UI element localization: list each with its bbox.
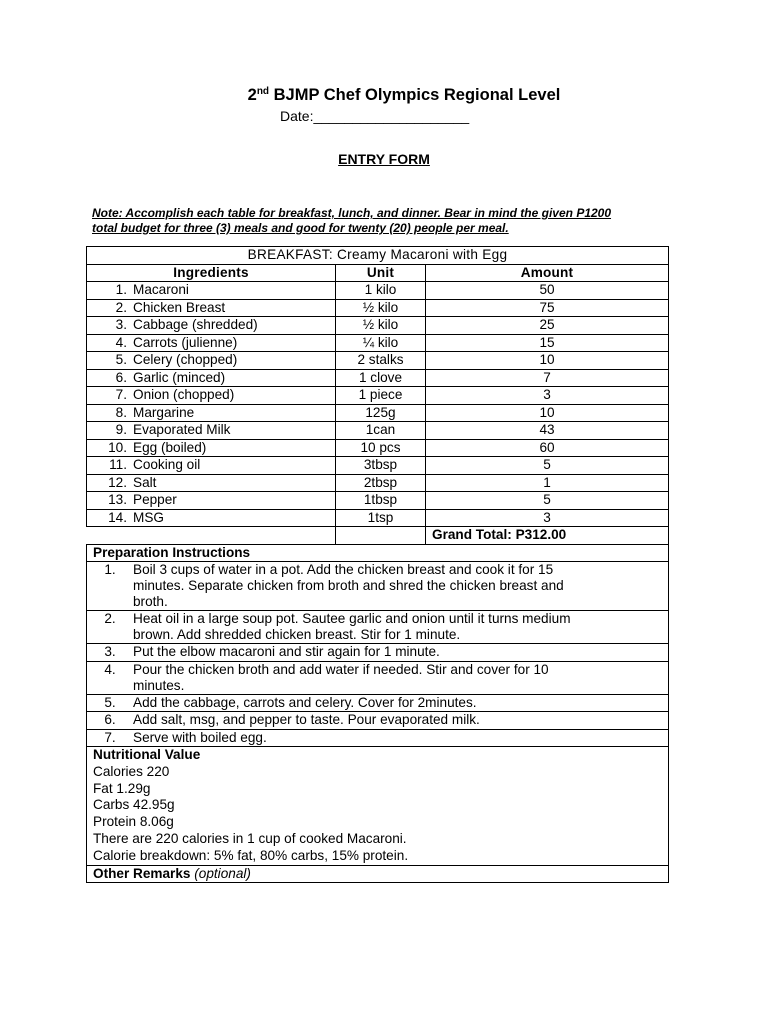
instruction-text [133, 611, 668, 643]
instruction-row [87, 712, 669, 730]
instruction-line: Serve with boiled egg. [133, 729, 267, 745]
instruction-text [133, 662, 668, 694]
nutrition-line: Fat 1.29g [93, 780, 151, 796]
instruction-row [87, 661, 669, 694]
page-title [0, 86, 768, 105]
nutrition-heading: Nutritional Value [93, 747, 201, 762]
ingredient-cell [87, 509, 336, 527]
ingredient-number: 5. [115, 352, 127, 367]
ingredient-cell [87, 369, 336, 387]
instruction-number: 7. [104, 729, 116, 745]
ingredient-name: Evaporated Milk [133, 422, 231, 437]
ingredient-name: Onion (chopped) [133, 387, 235, 402]
instruction-row [87, 562, 669, 611]
ingredient-cell [87, 404, 336, 422]
instruction-line: Add the cabbage, carrots and celery. Cover for 2minutes. [133, 694, 477, 710]
unit-cell: 1can [336, 422, 426, 440]
remarks-label: Other Remarks [93, 865, 191, 881]
amount-cell: 5 [426, 457, 669, 475]
instruction-row [87, 729, 669, 747]
instruction-cell [87, 562, 669, 611]
nutrition-row [87, 747, 669, 866]
table-row [87, 404, 669, 422]
instruction-number: 3. [104, 644, 116, 659]
ingredient-name: Macaroni [133, 282, 189, 297]
ingredient-name: Chicken Breast [133, 299, 226, 315]
grand-total: Grand Total: P312.00 [426, 527, 669, 545]
instruction-cell [87, 712, 669, 730]
prep-heading: Preparation Instructions [87, 544, 669, 562]
instruction [87, 730, 668, 746]
instruction-cell [87, 644, 669, 662]
instruction-line: Pour the chicken broth and add water if needed. Stir and cover for 10 [133, 661, 549, 677]
table-row [87, 439, 669, 457]
instruction-line: minutes. [133, 677, 185, 693]
amount-cell: 7 [426, 369, 669, 387]
ingredient-name: Pepper [133, 492, 177, 507]
ingredient-name: Celery (chopped) [133, 352, 238, 367]
ingredient-number: 6. [115, 369, 127, 385]
note-line-1: Note: Accomplish each table for breakfast, lunch, and dinner. Bear in mind the given P1200 [92, 206, 612, 220]
ingredient-number: 10. [108, 439, 127, 455]
instruction [87, 695, 668, 711]
table-row [87, 387, 669, 405]
amount-cell: 60 [426, 439, 669, 457]
instruction-line: Boil 3 cups of water in a pot. Add the chicken breast and cook it for 15 [133, 562, 554, 577]
ingredient-cell [87, 317, 336, 335]
ingredient-cell [87, 282, 336, 300]
unit-cell: ½ kilo [336, 317, 426, 335]
ingredient-cell [87, 334, 336, 352]
ingredient-cell [87, 387, 336, 405]
empty-cell [336, 527, 426, 545]
instruction-row [87, 644, 669, 662]
ingredient-name: MSG [133, 509, 164, 525]
entry-form-heading: ENTRY FORM [338, 151, 430, 167]
amount-cell: 75 [426, 299, 669, 317]
ingredient-name: Egg (boiled) [133, 439, 207, 455]
ingredient-name: Salt [133, 474, 157, 490]
ingredient-cell [87, 422, 336, 440]
amount-cell: 43 [426, 422, 669, 440]
ingredient-number: 14. [108, 509, 127, 525]
unit-cell: 1 piece [336, 387, 426, 405]
instruction-line: Heat oil in a large soup pot. Sautee garlic and onion until it turns medium [133, 611, 571, 626]
ingredient-number: 8. [115, 404, 127, 420]
note-line-2: total budget for three (3) meals and good for twenty (20) people per meal. [92, 221, 509, 235]
nutrition-cell [87, 747, 669, 866]
title-ordinal: 2 [247, 86, 257, 104]
remarks-row [87, 865, 669, 883]
ingredient-cell [87, 492, 336, 510]
instruction [87, 562, 668, 610]
ingredient-number: 3. [115, 317, 127, 332]
instruction [87, 611, 668, 643]
instruction-line: brown. Add shredded chicken breast. Stir for 1 minute. [133, 627, 461, 642]
amount-cell: 25 [426, 317, 669, 335]
unit-cell: 1 clove [336, 369, 426, 387]
amount-cell: 50 [426, 282, 669, 300]
unit-cell: 1tbsp [336, 492, 426, 510]
instruction-text [133, 562, 668, 610]
table-row [87, 334, 669, 352]
nutrition-line: Protein 8.06g [93, 814, 174, 830]
unit-cell: 3tbsp [336, 457, 426, 475]
ingredient-number: 1. [115, 282, 127, 297]
table-row [87, 369, 669, 387]
date-field: Date:____________________ [280, 108, 470, 124]
ingredient-number: 11. [109, 457, 127, 472]
instruction-cell [87, 611, 669, 644]
ingredient-name: Cabbage (shredded) [133, 317, 258, 332]
title-ordinal-suffix: nd [256, 86, 270, 97]
table-row [87, 317, 669, 335]
instruction-text [133, 695, 668, 711]
nutrition-line: Calories 220 [93, 763, 170, 779]
unit-cell: 1 kilo [336, 282, 426, 300]
amount-cell: 1 [426, 474, 669, 492]
table-row [87, 352, 669, 370]
ingredient-name: Garlic (minced) [133, 369, 226, 385]
instruction-cell [87, 661, 669, 694]
instruction-cell [87, 729, 669, 747]
table-row [87, 492, 669, 510]
amount-cell: 10 [426, 352, 669, 370]
amount-cell: 3 [426, 509, 669, 527]
ingredient-cell [87, 474, 336, 492]
instruction-text [133, 730, 668, 746]
remarks-optional: (optional) [194, 865, 251, 881]
nutrition-line: Carbs 42.95g [93, 797, 175, 813]
ingredient-number: 2. [115, 299, 127, 315]
ingredient-number: 12. [108, 474, 127, 490]
col-header-amount: Amount [426, 264, 669, 282]
instruction-line: broth. [133, 594, 168, 609]
instruction-row [87, 694, 669, 712]
instruction-line: Add salt, msg, and pepper to taste. Pour evaporated milk. [133, 712, 480, 727]
prep-heading-row [87, 544, 669, 562]
ingredient-number: 13. [108, 492, 127, 507]
instruction-number: 1. [104, 562, 116, 577]
instruction-number: 2. [104, 611, 116, 626]
instruction-number: 6. [104, 712, 116, 727]
ingredient-number: 7. [115, 387, 127, 402]
instruction-line: Put the elbow macaroni and stir again for 1 minute. [133, 644, 440, 659]
instruction-row [87, 611, 669, 644]
nutrition-line: Calorie breakdown: 5% fat, 80% carbs, 15% protein. [93, 847, 409, 863]
table-row [87, 474, 669, 492]
amount-cell: 5 [426, 492, 669, 510]
instruction-cell [87, 694, 669, 712]
instruction-line: minutes. Separate chicken from broth and shred the chicken breast and [133, 578, 564, 593]
ingredient-cell [87, 457, 336, 475]
unit-cell: 1tsp [336, 509, 426, 527]
table-row [87, 509, 669, 527]
column-header-row [87, 264, 669, 282]
budget-note [92, 206, 672, 236]
unit-cell: 2tbsp [336, 474, 426, 492]
ingredient-cell [87, 352, 336, 370]
instruction [87, 712, 668, 728]
col-header-unit: Unit [336, 264, 426, 282]
ingredient-name: Cooking oil [133, 457, 201, 472]
col-header-ingredients: Ingredients [87, 264, 336, 282]
ingredient-cell [87, 439, 336, 457]
unit-cell: 2 stalks [336, 352, 426, 370]
table-row [87, 299, 669, 317]
ingredient-number: 9. [115, 422, 127, 437]
recipe-table [86, 246, 669, 883]
empty-cell [87, 527, 336, 545]
instruction-number: 4. [104, 661, 116, 677]
ingredient-cell [87, 299, 336, 317]
nutrition-line: There are 220 calories in 1 cup of cooked Macaroni. [93, 830, 407, 846]
unit-cell: 10 pcs [336, 439, 426, 457]
table-title: BREAKFAST: Creamy Macaroni with Egg [87, 247, 669, 265]
instruction [87, 644, 668, 660]
ingredient-name: Margarine [133, 404, 195, 420]
unit-cell: 125g [336, 404, 426, 422]
amount-cell: 15 [426, 334, 669, 352]
unit-cell: ½ kilo [336, 299, 426, 317]
title-text: BJMP Chef Olympics Regional Level [273, 86, 561, 104]
instruction-text [133, 712, 668, 728]
grand-total-row [87, 527, 669, 545]
amount-cell: 3 [426, 387, 669, 405]
unit-cell: ¼ kilo [336, 334, 426, 352]
instruction-number: 5. [104, 694, 116, 710]
instruction-text [133, 644, 668, 660]
table-row [87, 457, 669, 475]
ingredient-number: 4. [115, 334, 127, 350]
instruction [87, 662, 668, 694]
remarks-cell [87, 865, 669, 883]
amount-cell: 10 [426, 404, 669, 422]
ingredient-name: Carrots (julienne) [133, 334, 238, 350]
table-row [87, 282, 669, 300]
table-row [87, 422, 669, 440]
